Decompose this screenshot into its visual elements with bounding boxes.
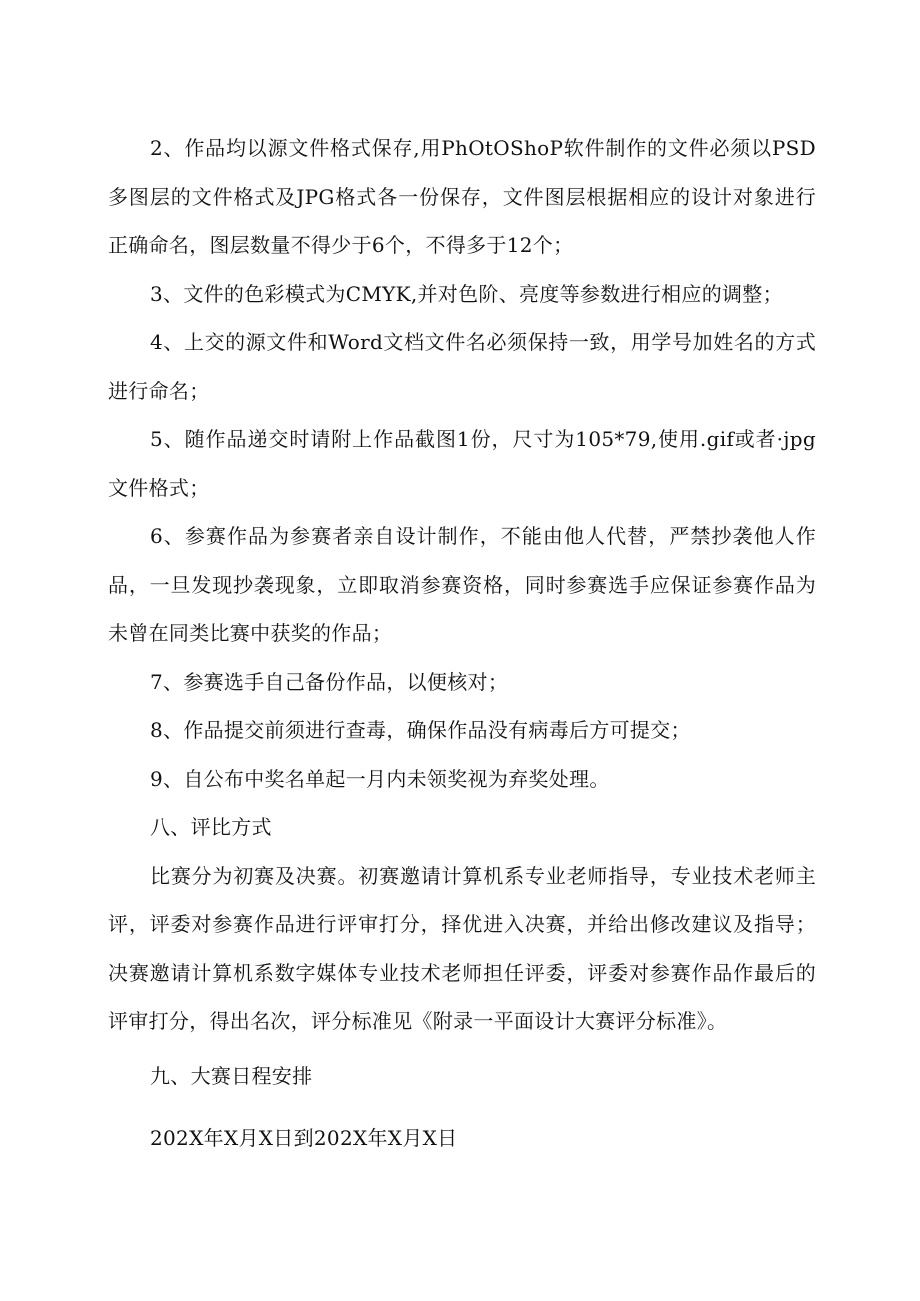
section-heading-judging: 八、评比方式 xyxy=(150,815,272,839)
document-page xyxy=(108,124,816,1163)
paragraph-judging-method: 比赛分为初赛及决赛。初赛邀请计算机系专业老师指导，专业技术老师主评，评委对参赛作品进行评审打分，择优进入决赛，并给出修改建议及指导；决赛邀请计算机系数字媒体专业技术老师担任评委，评委对参赛作品作最后的评审打分，得出名次，评分标准见《附录一平面设计大赛评分标准》。 xyxy=(108,863,816,1033)
paragraph-rule-6: 6、参赛作品为参赛者亲自设计制作，不能由他人代替，严禁抄袭他人作品，一旦发现抄袭现象，立即取消参赛资格，同时参赛选手应保证参赛作品为未曾在同类比赛中获奖的作品； xyxy=(108,524,816,645)
paragraph-rule-3: 3、文件的色彩模式为CMYK,并对色阶、亮度等参数进行相应的调整； xyxy=(150,281,783,306)
paragraph-rule-2: 2、作品均以源文件格式保存,用PhOtOShoP软件制作的文件必须以PSD多图层的文件格式及JPG格式各一份保存，文件图层根据相应的设计对象进行正确命名，图层数量不得少于6个，不得多于12个； xyxy=(108,136,816,257)
paragraph-rule-8: 8、作品提交前须进行查毒，确保作品没有病毒后方可提交； xyxy=(150,718,691,742)
paragraph-rule-5: 5、随作品递交时请附上作品截图1份，尺寸为105*79,使用.gif或者·jpg文件格式； xyxy=(108,427,816,500)
paragraph-rule-9: 9、自公布中奖名单起一月内未领奖视为弃奖处理。 xyxy=(150,766,610,791)
section-heading-schedule: 九、大赛日程安排 xyxy=(150,1063,313,1088)
paragraph-rule-7: 7、参赛选手自己备份作品，以便核对； xyxy=(150,669,509,694)
paragraph-schedule-dates: 202X年X月X日到202X年X月X日 xyxy=(150,1126,458,1150)
paragraph-rule-4: 4、上交的源文件和Word文档文件名必须保持一致，用学号加姓名的方式进行命名； xyxy=(108,330,816,403)
